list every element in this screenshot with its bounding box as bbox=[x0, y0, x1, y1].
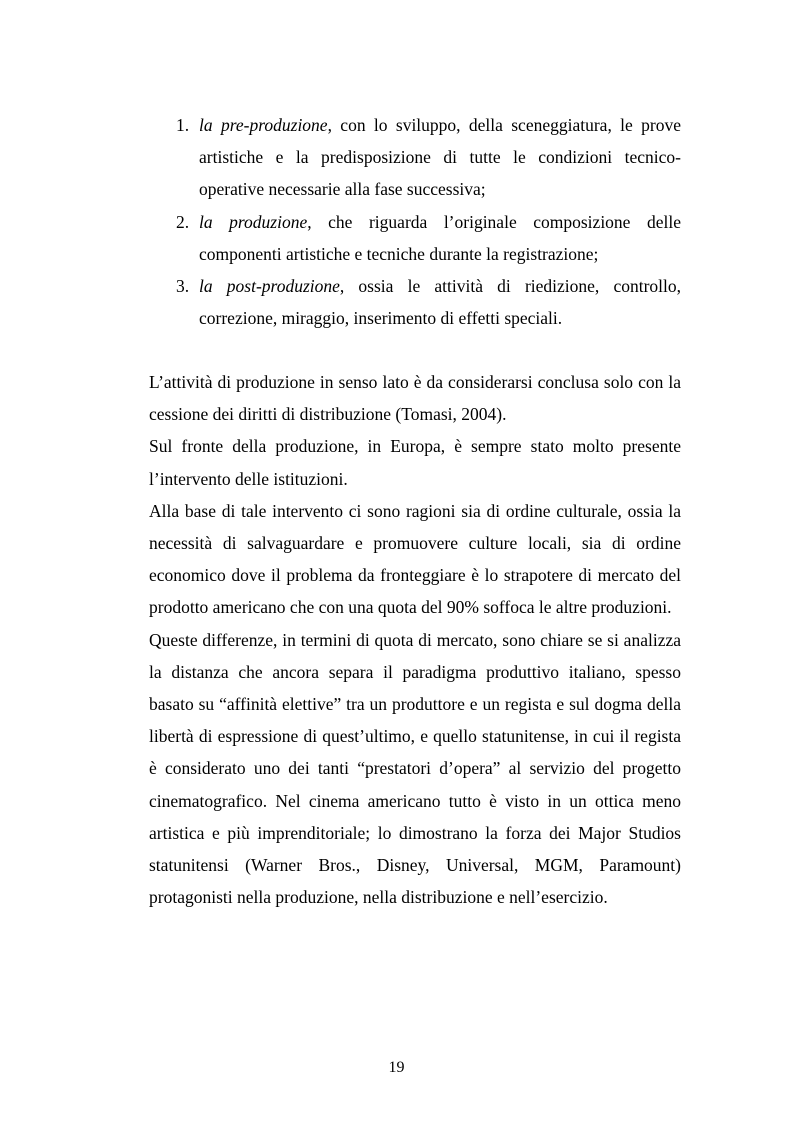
phase-description: , ossia le attività di riedizione, controllo, correzione, miraggio, inserimento di effetti speciali. bbox=[199, 276, 682, 329]
production-phases-list bbox=[170, 109, 681, 334]
list-number: 2. bbox=[176, 211, 190, 232]
paragraph: Queste differenze, in termini di quota di mercato, sono chiare se si analizza la distanza che ancora separa il paradigma produttivo italiano, spesso basato su “affinità elettive” tra un produttore e un regista e sul dogma della libertà di espressione di quest’ultimo, e quello statunitense, in cui il regista è considerato uno dei tanti “prestatori d’opera” al servizio del progetto cinematografico. Nel cinema americano tutto è visto in un ottica meno artistica e più imprenditoriale; lo dimostrano la forza dei Major Studios statunitensi (Warner Bros., Disney, Universal, MGM, Paramount) protagonisti nella produzione, nella distribuzione e nell’esercizio. bbox=[149, 629, 681, 908]
paragraph: Alla base di tale intervento ci sono ragioni sia di ordine culturale, ossia la necessità di salvaguardare e promuovere culture locali, sia di ordine economico dove il problema da fronteggiare è lo strapotere di mercato del prodotto americano che con una quota del 90% soffoca le altre produzioni. bbox=[149, 500, 681, 618]
page-number: 19 bbox=[388, 1059, 405, 1076]
list-item bbox=[170, 206, 681, 270]
phase-term: la pre-produzione bbox=[199, 115, 328, 135]
phase-term: la post-produzione bbox=[199, 276, 340, 297]
body-text bbox=[149, 366, 681, 913]
paragraph: L’attività di produzione in senso lato è da considerarsi conclusa solo con la cessione dei diritti di distribuzione (Tomasi, 2004). bbox=[149, 372, 681, 425]
list-number: 1. bbox=[176, 115, 190, 135]
phase-term: la produzione bbox=[199, 211, 308, 232]
list-number: 3. bbox=[176, 276, 190, 297]
list-item bbox=[170, 109, 681, 206]
phase-description: , che riguarda l’originale composizione delle componenti artistiche e tecniche durante la registrazione; bbox=[199, 211, 681, 264]
list-item bbox=[170, 270, 681, 334]
paragraph: Sul fronte della produzione, in Europa, è sempre stato molto presente l’intervento delle istituzioni. bbox=[149, 436, 681, 489]
phase-description: , con lo sviluppo, della sceneggiatura, le prove artistiche e la predisposizione di tutte le condizioni tecnico-operative necessarie alla fase successiva; bbox=[199, 115, 681, 200]
